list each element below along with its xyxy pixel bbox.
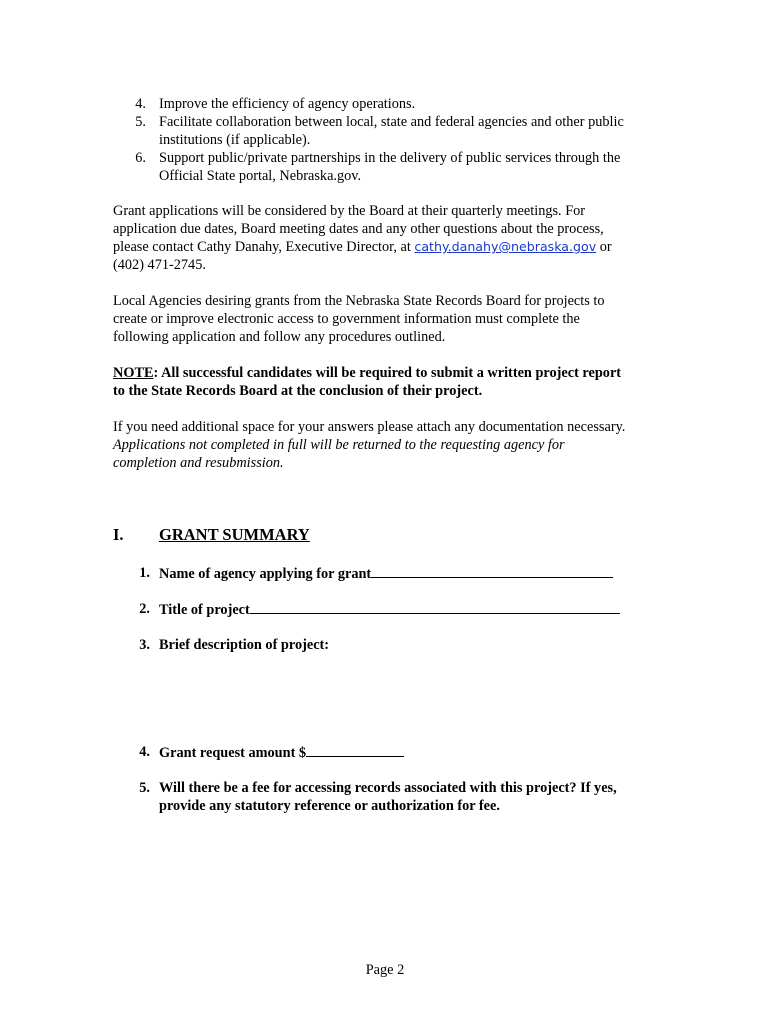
request-amount-field[interactable]: [306, 743, 404, 757]
paragraph-line: application due dates, Board meeting dates and any other questions about the process,: [113, 221, 604, 237]
question-project-title: [159, 600, 620, 619]
email-link[interactable]: cathy.danahy@nebraska.gov: [414, 239, 597, 254]
paragraph-line: Grant applications will be considered by the Board at their quarterly meetings. For: [113, 203, 586, 219]
contact-text-end: or: [596, 239, 612, 255]
list-item-text: Official State portal, Nebraska.gov.: [159, 168, 362, 184]
paragraph-line: If you need additional space for your answers please attach any documentation necessary.: [113, 419, 626, 435]
question-fee-line: provide any statutory reference or authorization for fee.: [159, 798, 500, 814]
question-number: 3.: [139, 637, 150, 653]
list-item-text: Support public/private partnerships in the delivery of public services through the: [159, 150, 621, 166]
description-answer-area[interactable]: [159, 660, 629, 730]
question-number: 5.: [139, 780, 150, 796]
italic-line: Applications not completed in full will be returned to the requesting agency for: [113, 437, 565, 453]
question-agency-name: [159, 564, 613, 583]
page-number: Page 2: [365, 962, 405, 978]
section-numeral: I.: [113, 525, 124, 544]
question-number: 2.: [139, 601, 150, 617]
question-description: Brief description of project:: [159, 637, 330, 653]
section-title: GRANT SUMMARY: [159, 525, 310, 544]
list-number: 5.: [135, 114, 146, 130]
question-label: Grant request amount $: [159, 745, 307, 761]
note-label: NOTE: [113, 365, 154, 381]
paragraph-line: following application and follow any procedures outlined.: [113, 329, 446, 345]
question-number: 4.: [139, 744, 150, 760]
list-number: 6.: [135, 150, 146, 166]
agency-name-field[interactable]: [371, 564, 613, 578]
note-text: : All successful candidates will be required to submit a written project report: [153, 365, 622, 381]
list-item-text: Facilitate collaboration between local, state and federal agencies and other public: [159, 114, 624, 130]
question-label: Name of agency applying for grant: [159, 566, 372, 582]
italic-line: completion and resubmission.: [113, 455, 284, 471]
project-title-field[interactable]: [250, 600, 620, 614]
contact-text: please contact Cathy Danahy, Executive Director, at: [113, 239, 415, 255]
question-label: Title of project: [159, 602, 250, 618]
list-number: 4.: [135, 96, 146, 112]
paragraph-line: Local Agencies desiring grants from the Nebraska State Records Board for projects to: [113, 293, 605, 309]
question-fee-line: Will there be a fee for accessing records associated with this project? If yes,: [159, 780, 617, 796]
question-request-amount: [159, 743, 404, 762]
fee-answer-area[interactable]: [159, 822, 629, 932]
list-item-text: Improve the efficiency of agency operations.: [159, 96, 416, 112]
note-line: to the State Records Board at the conclusion of their project.: [113, 383, 483, 399]
phone-number: (402) 471-2745.: [113, 257, 206, 273]
paragraph-line: [113, 238, 612, 256]
paragraph-line: create or improve electronic access to government information must complete the: [113, 311, 580, 327]
question-number: 1.: [139, 565, 150, 581]
note-line: [113, 364, 621, 382]
list-item-text: institutions (if applicable).: [159, 132, 311, 148]
